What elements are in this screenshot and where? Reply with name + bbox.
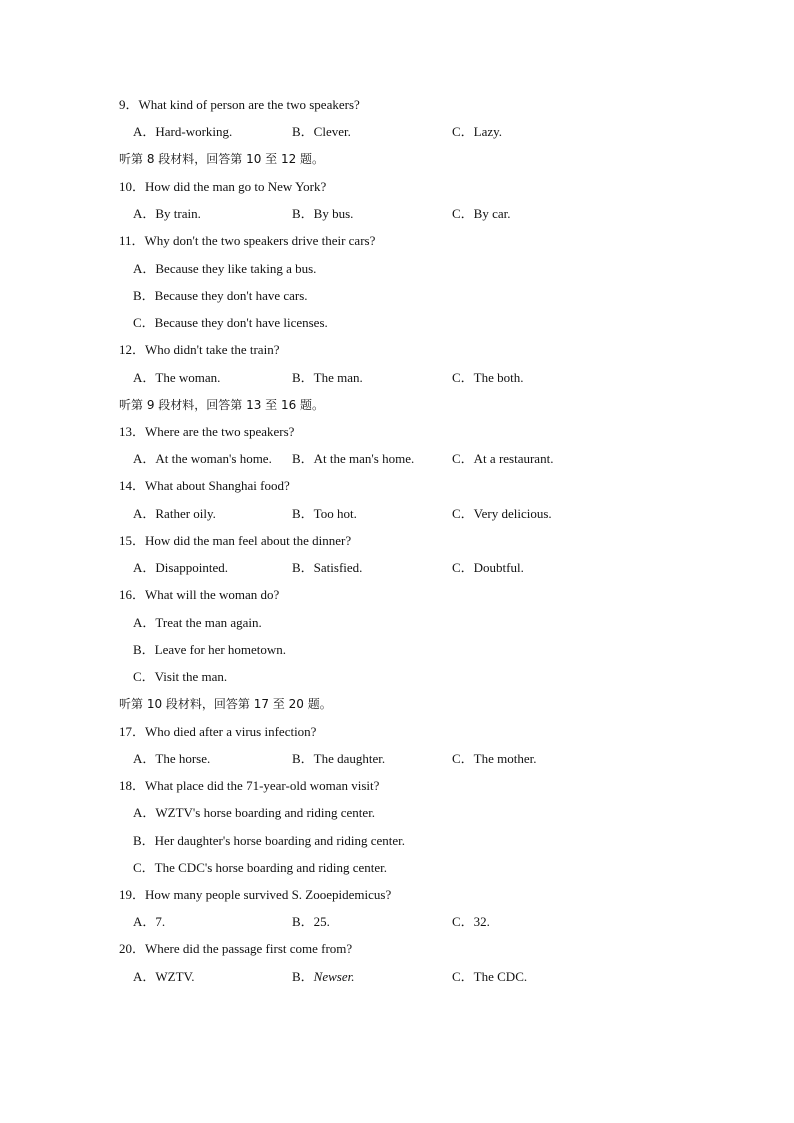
option-a: A．7. (133, 914, 166, 929)
option-line-q18-b (0, 831, 794, 851)
option-a: A．WZTV's horse boarding and riding center. (133, 805, 376, 820)
question-9: 9．What kind of person are the two speakers? (119, 97, 360, 112)
question-16: 16．What will the woman do? (119, 587, 280, 602)
question-13: 13．Where are the two speakers? (119, 424, 295, 439)
option-a: A．Disappointed. (133, 560, 228, 575)
option-line-q16-b (0, 640, 794, 660)
question-19: 19．How many people survived S. Zooepidemicus? (119, 887, 392, 902)
option-c: C．Very delicious. (452, 506, 552, 521)
option-line-q16-a (0, 613, 794, 633)
question-14: 14．What about Shanghai food? (119, 478, 290, 493)
option-b (292, 967, 354, 987)
option-c: C．Visit the man. (133, 669, 228, 684)
option-b: B．By bus. (292, 206, 354, 221)
option-line-q11-c (0, 313, 794, 333)
options-row-q10 (0, 204, 794, 224)
section-heading-10: 听第 10 段材料，回答第 17 至 20 题。 (119, 697, 332, 711)
question-17: 17．Who died after a virus infection? (119, 724, 317, 739)
option-c: C．32. (452, 914, 490, 929)
option-b: B．Satisfied. (292, 560, 363, 575)
option-c: C．The CDC. (452, 969, 528, 984)
option-b: B．25. (292, 914, 330, 929)
option-b: B．The daughter. (292, 751, 386, 766)
question-18: 18．What place did the 71-year-old woman visit? (119, 778, 380, 793)
option-b: B．Because they don't have cars. (133, 288, 308, 303)
option-b-letter: B． (292, 969, 314, 984)
options-row-q13 (0, 449, 794, 469)
option-line-q18-a (0, 803, 794, 823)
question-10: 10．How did the man go to New York? (119, 179, 327, 194)
option-a: A．Hard-working. (133, 124, 233, 139)
option-line-q16-c (0, 667, 794, 687)
question-12: 12．Who didn't take the train? (119, 342, 280, 357)
option-a: A．The woman. (133, 370, 221, 385)
option-a: A．WZTV. (133, 969, 195, 984)
option-a: A．Treat the man again. (133, 615, 262, 630)
option-a: A．At the woman's home. (133, 451, 272, 466)
option-c: C．Doubtful. (452, 560, 524, 575)
option-b: B．The man. (292, 370, 363, 385)
option-a: A．By train. (133, 206, 201, 221)
option-c: C．The CDC's horse boarding and riding center. (133, 860, 387, 875)
question-20: 20．Where did the passage first come from? (119, 941, 353, 956)
option-c: C．The mother. (452, 751, 537, 766)
option-b: B．Too hot. (292, 506, 357, 521)
section-heading-9: 听第 9 段材料，回答第 13 至 16 题。 (119, 398, 325, 412)
options-row-q20 (0, 967, 794, 987)
options-row-q17 (0, 749, 794, 769)
option-c: C．Lazy. (452, 124, 503, 139)
question-11: 11．Why don't the two speakers drive their cars? (119, 233, 376, 248)
question-15: 15．How did the man feel about the dinner? (119, 533, 352, 548)
option-a: A．The horse. (133, 751, 211, 766)
option-b: B．At the man's home. (292, 451, 415, 466)
option-b: B．Leave for her hometown. (133, 642, 287, 657)
option-b: B．Her daughter's horse boarding and riding center. (133, 833, 406, 848)
options-row-q14 (0, 504, 794, 524)
option-a: A．Rather oily. (133, 506, 216, 521)
section-heading-8: 听第 8 段材料，回答第 10 至 12 题。 (119, 152, 325, 166)
options-row-q9 (0, 122, 794, 142)
option-c: C．At a restaurant. (452, 451, 554, 466)
option-c: C．The both. (452, 370, 524, 385)
option-c: C．By car. (452, 206, 511, 221)
options-row-q12 (0, 368, 794, 388)
options-row-q15 (0, 558, 794, 578)
option-line-q18-c (0, 858, 794, 878)
option-c: C．Because they don't have licenses. (133, 315, 328, 330)
options-row-q19 (0, 912, 794, 932)
option-a: A．Because they like taking a bus. (133, 261, 317, 276)
option-line-q11-b (0, 286, 794, 306)
option-b-italic-text: Newser. (313, 969, 355, 984)
option-line-q11-a (0, 259, 794, 279)
option-b: B．Clever. (292, 124, 351, 139)
